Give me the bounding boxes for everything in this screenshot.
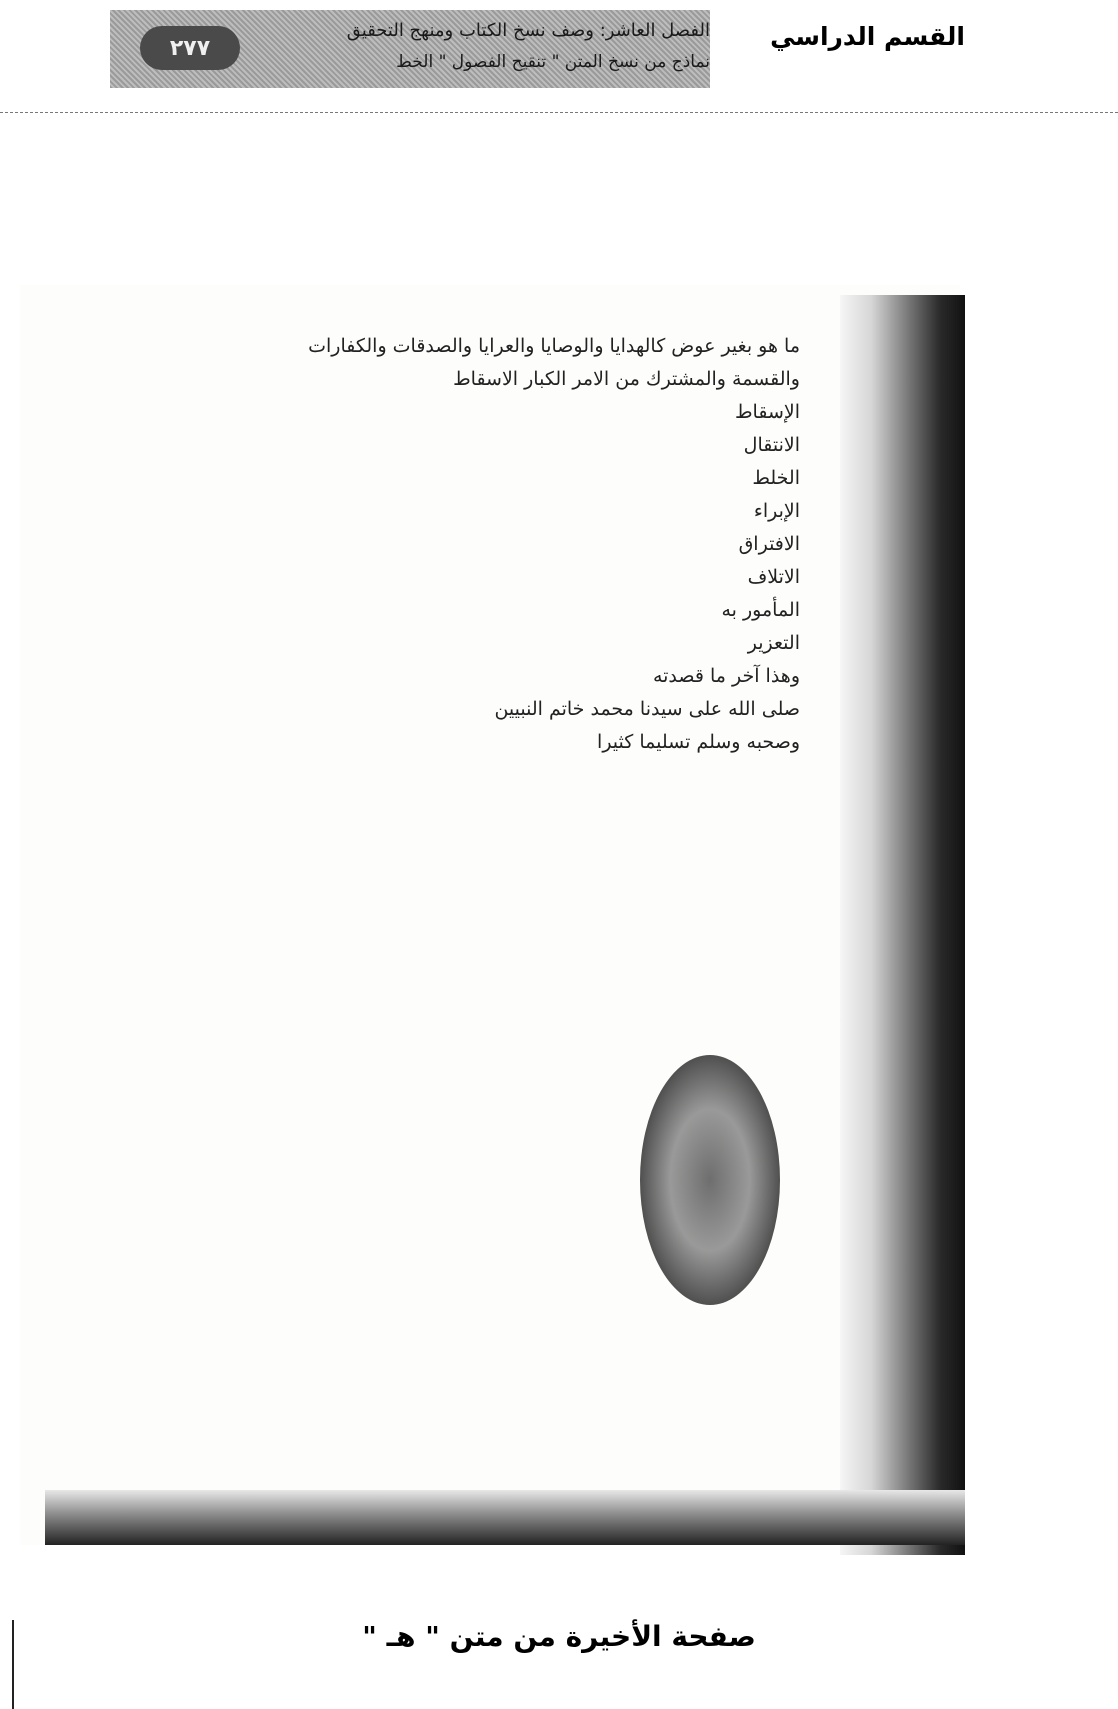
figure-caption: صفحة الأخيرة من متن " هـ ": [362, 1620, 756, 1653]
manuscript-line: وهذا آخر ما قصدته: [652, 665, 800, 687]
chapter-title: الفصل العاشر: وصف نسخ الكتاب ومنهج التحقيق: [346, 20, 710, 41]
manuscript-line: ما هو بغير عوض كالهدايا والوصايا والعرايا والصدقات والكفارات: [308, 335, 800, 357]
manuscript-line: الاتلاف: [747, 566, 800, 588]
manuscript-line: والقسمة والمشترك من الامر الكبار الاسقاط: [453, 368, 800, 390]
manuscript-bottom-edge: [45, 1490, 965, 1545]
page-number: ٢٧٧: [140, 26, 240, 70]
section-title: القسم الدراسي: [770, 22, 965, 51]
manuscript-image: [20, 285, 970, 1595]
manuscript-line: الخلط: [752, 467, 800, 489]
page-header: [110, 10, 965, 88]
manuscript-line: الافتراق: [738, 533, 800, 555]
header-divider: [0, 112, 1118, 113]
manuscript-line: الإسقاط: [734, 401, 800, 423]
ownership-seal-icon: [640, 1055, 780, 1305]
manuscript-line: الإبراء: [753, 500, 800, 522]
manuscript-line: صلى الله على سيدنا محمد خاتم النبيين: [494, 698, 800, 720]
manuscript-line: المأمور به: [721, 599, 800, 621]
manuscript-binding-edge: [840, 295, 965, 1555]
manuscript-line: وصحبه وسلم تسليما كثيرا: [597, 731, 800, 753]
subsection-title: نماذج من نسخ المتن " تنقيح الفصول " الخط: [396, 52, 710, 72]
manuscript-line: التعزير: [747, 632, 800, 654]
manuscript-line: الانتقال: [743, 434, 800, 456]
